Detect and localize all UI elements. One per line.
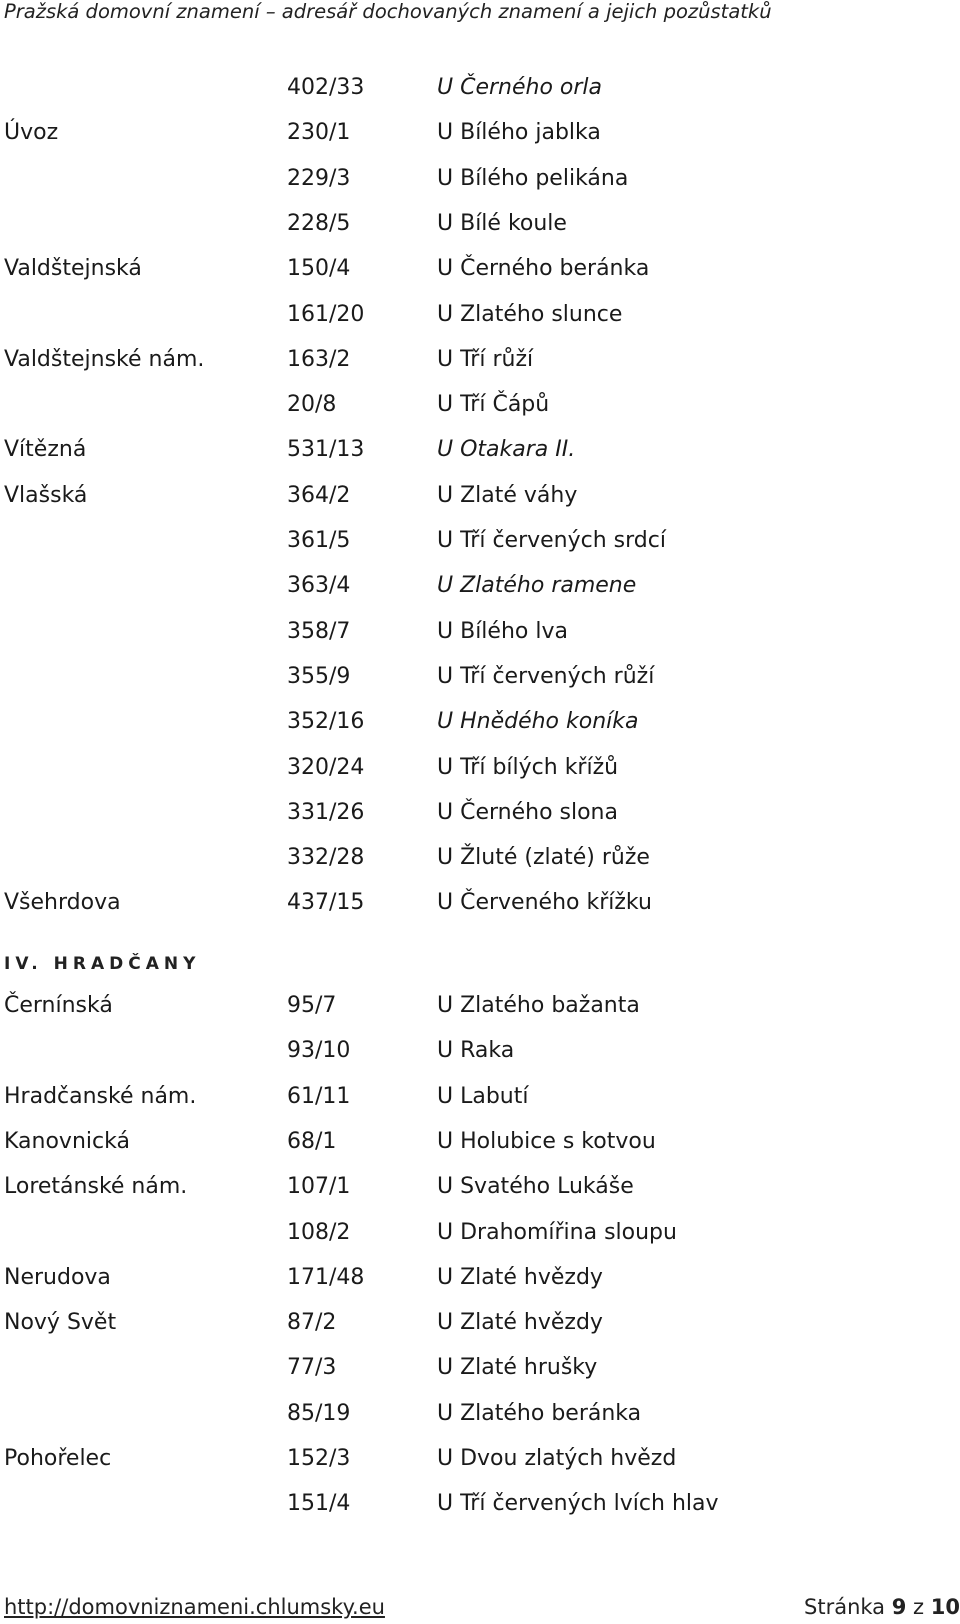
house-number-cell: 531/13 — [287, 437, 365, 463]
table-row — [0, 113, 960, 153]
street-cell: Pohořelec — [4, 1446, 112, 1471]
street-cell: Nerudova — [4, 1264, 111, 1290]
house-number-cell: 152/3 — [287, 1446, 351, 1471]
house-sign-cell: U Zlatého beránka — [437, 1400, 642, 1426]
table-row — [0, 430, 960, 470]
house-number-cell: 331/26 — [287, 799, 365, 825]
house-sign-cell: U Zlaté váhy — [437, 482, 578, 508]
house-number-cell: 87/2 — [287, 1310, 337, 1336]
table-row — [0, 295, 960, 335]
table-row — [0, 249, 960, 289]
house-number-cell: 171/48 — [287, 1264, 365, 1290]
street-cell: Nový Svět — [4, 1310, 117, 1336]
house-sign-cell: U Tří červených růží — [437, 663, 655, 689]
house-number-cell: 332/28 — [287, 845, 365, 871]
house-number-cell: 85/19 — [287, 1400, 351, 1426]
table-row — [0, 566, 960, 606]
street-cell: Valdštejnské nám. — [4, 346, 205, 372]
table-row — [0, 657, 960, 697]
page-footer — [0, 1592, 960, 1622]
house-sign-cell: U Zlatého bažanta — [437, 993, 640, 1018]
table-row — [0, 521, 960, 561]
house-number-cell: 107/1 — [287, 1174, 351, 1200]
table-row — [0, 986, 960, 1026]
table-row — [0, 68, 960, 108]
page-of: z — [913, 1595, 925, 1619]
house-number-cell: 151/4 — [287, 1491, 351, 1517]
house-sign-cell: U Zlatého ramene — [437, 573, 637, 599]
table-row — [0, 1258, 960, 1298]
house-sign-cell: U Černého beránka — [437, 256, 650, 282]
house-sign-cell: U Tří růží — [437, 346, 534, 372]
table-row — [0, 1484, 960, 1524]
house-number-cell: 68/1 — [287, 1128, 337, 1154]
page-header-title: Pražská domovní znamení – adresář dochovaných znamení a jejich pozůstatků — [4, 0, 772, 23]
house-number-cell: 402/33 — [287, 75, 365, 100]
table-row — [0, 1031, 960, 1071]
house-sign-cell: U Červeného křížku — [437, 890, 652, 916]
house-number-cell: 437/15 — [287, 890, 365, 916]
house-number-cell: 108/2 — [287, 1219, 351, 1245]
house-number-cell: 230/1 — [287, 120, 351, 146]
house-number-cell: 229/3 — [287, 165, 351, 191]
house-sign-cell: U Bílého lva — [437, 618, 568, 644]
table-row — [0, 1303, 960, 1343]
house-number-cell: 77/3 — [287, 1355, 337, 1381]
house-number-cell: 355/9 — [287, 663, 351, 689]
table-row — [0, 1439, 960, 1479]
street-cell: Úvoz — [4, 120, 59, 146]
house-sign-cell: U Zlatého slunce — [437, 301, 623, 327]
house-number-cell: 20/8 — [287, 392, 337, 418]
house-number-cell: 95/7 — [287, 993, 337, 1018]
street-cell: Všehrdova — [4, 890, 121, 916]
house-sign-cell: U Holubice s kotvou — [437, 1128, 656, 1154]
table-row — [0, 748, 960, 788]
house-sign-cell: U Žluté (zlaté) růže — [437, 845, 650, 871]
house-number-cell: 352/16 — [287, 709, 365, 735]
table-row — [0, 1077, 960, 1117]
house-number-cell: 363/4 — [287, 573, 351, 599]
house-sign-cell: U Tří červených lvích hlav — [437, 1491, 719, 1517]
page-current: 9 — [891, 1595, 907, 1619]
house-number-cell: 93/10 — [287, 1038, 351, 1064]
table-row — [0, 612, 960, 652]
table-row — [0, 1394, 960, 1434]
table-row — [0, 1167, 960, 1207]
table-row — [0, 1348, 960, 1388]
page-word: Stránka — [804, 1595, 886, 1619]
house-number-cell: 163/2 — [287, 346, 351, 372]
house-number-cell: 61/11 — [287, 1083, 351, 1109]
table-row — [0, 204, 960, 244]
street-cell: Černínská — [4, 993, 113, 1018]
table-row — [0, 340, 960, 380]
table-row — [0, 1213, 960, 1253]
street-cell: Vlašská — [4, 482, 88, 508]
house-sign-cell: U Černého slona — [437, 799, 618, 825]
table-row — [0, 476, 960, 516]
street-cell: Hradčanské nám. — [4, 1083, 197, 1109]
page-total: 10 — [930, 1595, 960, 1619]
street-cell: Valdštejnská — [4, 256, 142, 282]
house-sign-cell: U Zlaté hrušky — [437, 1355, 598, 1381]
house-number-cell: 364/2 — [287, 482, 351, 508]
table-row — [0, 1122, 960, 1162]
house-sign-cell: U Zlaté hvězdy — [437, 1310, 603, 1336]
house-sign-cell: U Bílého jablka — [437, 120, 601, 146]
street-cell: Vítězná — [4, 437, 87, 463]
house-number-cell: 228/5 — [287, 210, 351, 236]
house-number-cell: 161/20 — [287, 301, 365, 327]
table-row — [0, 793, 960, 833]
table-row — [0, 838, 960, 878]
page-number — [804, 1592, 960, 1622]
house-number-cell: 361/5 — [287, 528, 351, 553]
house-sign-cell: U Bílé koule — [437, 210, 567, 236]
house-sign-cell: U Černého orla — [437, 75, 603, 100]
house-sign-cell: U Tří červených srdcí — [437, 528, 666, 553]
table-row — [0, 883, 960, 923]
house-sign-cell: U Svatého Lukáše — [437, 1174, 634, 1200]
house-sign-cell: U Dvou zlatých hvězd — [437, 1446, 677, 1471]
house-number-cell: 150/4 — [287, 256, 351, 282]
footer-website-link[interactable]: http://domovniznameni.chlumsky.eu — [4, 1595, 385, 1619]
house-sign-cell: U Tří Čápů — [437, 392, 550, 418]
house-number-cell: 358/7 — [287, 618, 351, 644]
house-sign-cell: U Raka — [437, 1038, 515, 1064]
street-cell: Kanovnická — [4, 1128, 130, 1154]
table-row — [0, 385, 960, 425]
house-number-cell: 320/24 — [287, 754, 365, 780]
table-row — [0, 159, 960, 199]
house-sign-cell: U Hnědého koníka — [437, 709, 639, 735]
house-sign-cell: U Drahomířina sloupu — [437, 1219, 677, 1245]
house-sign-cell: U Zlaté hvězdy — [437, 1264, 603, 1290]
street-cell: Loretánské nám. — [4, 1174, 188, 1200]
house-sign-cell: U Bílého pelikána — [437, 165, 629, 191]
table-row — [0, 702, 960, 742]
house-sign-cell: U Otakara II. — [437, 437, 576, 463]
section-heading-hradcany: IV. HRADČANY — [4, 954, 201, 974]
house-sign-cell: U Tří bílých křížů — [437, 754, 619, 780]
house-sign-cell: U Labutí — [437, 1083, 529, 1109]
